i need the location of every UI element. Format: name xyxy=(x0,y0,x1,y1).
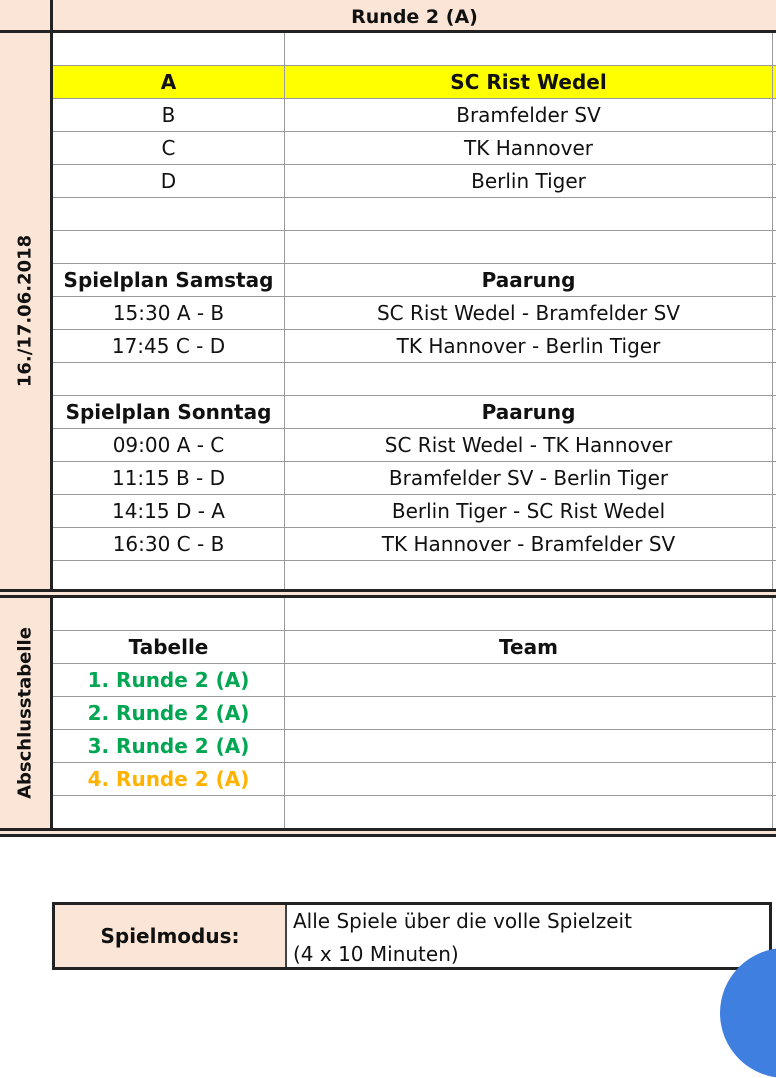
saturday-heading: Spielplan Samstag xyxy=(53,264,285,296)
blank-row xyxy=(53,561,776,589)
game-pairing: Berlin Tiger - SC Rist Wedel xyxy=(285,495,773,527)
pairing-heading: Paarung xyxy=(285,396,773,428)
rank-row xyxy=(53,763,776,796)
game-mode-value xyxy=(293,905,632,971)
group-letter: B xyxy=(53,99,285,131)
rank-row xyxy=(53,697,776,730)
saturday-game-row xyxy=(53,330,776,363)
game-slot: 15:30 A - B xyxy=(53,297,285,329)
group-row-c xyxy=(53,132,776,165)
schedule-date-label: 16./17.06.2018 xyxy=(14,234,36,388)
sunday-heading: Spielplan Sonntag xyxy=(53,396,285,428)
section-separator xyxy=(0,828,776,837)
rank-label: 4. Runde 2 (A) xyxy=(53,763,285,795)
sunday-game-row xyxy=(53,495,776,528)
group-team: Bramfelder SV xyxy=(285,99,773,131)
group-row-b xyxy=(53,99,776,132)
date-side-cell xyxy=(0,33,53,589)
group-letter: A xyxy=(53,66,285,98)
game-slot: 14:15 D - A xyxy=(53,495,285,527)
game-mode-line: Alle Spiele über die volle Spielzeit xyxy=(293,909,632,933)
group-team: Berlin Tiger xyxy=(285,165,773,197)
final-table-side-cell xyxy=(0,598,53,828)
sheet-header xyxy=(0,0,776,33)
round-title: Runde 2 (A) xyxy=(351,6,478,28)
game-slot: 16:30 C - B xyxy=(53,528,285,560)
blank-row xyxy=(53,363,776,396)
blank-row xyxy=(53,796,776,828)
saturday-heading-row xyxy=(53,264,776,297)
game-pairing: TK Hannover - Berlin Tiger xyxy=(285,330,773,362)
group-row-d xyxy=(53,165,776,198)
blank-row xyxy=(53,33,776,66)
game-mode-line: (4 x 10 Minuten) xyxy=(293,942,459,966)
blank-row xyxy=(53,198,776,231)
game-slot: 11:15 B - D xyxy=(53,462,285,494)
rank-team xyxy=(285,664,773,696)
rank-label: 3. Runde 2 (A) xyxy=(53,730,285,762)
rank-label: 1. Runde 2 (A) xyxy=(53,664,285,696)
group-team: SC Rist Wedel xyxy=(285,66,773,98)
rank-row xyxy=(53,730,776,763)
sunday-game-row xyxy=(53,528,776,561)
rank-team xyxy=(285,763,773,795)
group-team: TK Hannover xyxy=(285,132,773,164)
sunday-heading-row xyxy=(53,396,776,429)
group-row-a xyxy=(53,66,776,99)
team-heading: Team xyxy=(285,631,773,663)
final-table-heading-row xyxy=(53,631,776,664)
game-pairing: SC Rist Wedel - TK Hannover xyxy=(285,429,773,461)
sunday-game-row xyxy=(53,462,776,495)
game-slot: 09:00 A - C xyxy=(53,429,285,461)
final-table-label: Abschlusstabelle xyxy=(14,627,36,799)
rank-label: 2. Runde 2 (A) xyxy=(53,697,285,729)
blank-row xyxy=(53,598,776,631)
section-separator xyxy=(0,589,776,598)
game-pairing: SC Rist Wedel - Bramfelder SV xyxy=(285,297,773,329)
game-pairing: TK Hannover - Bramfelder SV xyxy=(285,528,773,560)
game-pairing: Bramfelder SV - Berlin Tiger xyxy=(285,462,773,494)
group-letter: D xyxy=(53,165,285,197)
table-heading: Tabelle xyxy=(53,631,285,663)
schedule-grid xyxy=(53,33,776,589)
game-mode-box xyxy=(52,902,772,970)
group-letter: C xyxy=(53,132,285,164)
game-mode-label: Spielmodus: xyxy=(55,905,287,967)
blank-row xyxy=(53,231,776,264)
rank-team xyxy=(285,697,773,729)
final-table-grid xyxy=(53,598,776,828)
saturday-game-row xyxy=(53,297,776,330)
game-slot: 17:45 C - D xyxy=(53,330,285,362)
rank-row xyxy=(53,664,776,697)
rank-team xyxy=(285,730,773,762)
sunday-game-row xyxy=(53,429,776,462)
pairing-heading: Paarung xyxy=(285,264,773,296)
header-corner-cell xyxy=(0,0,53,33)
